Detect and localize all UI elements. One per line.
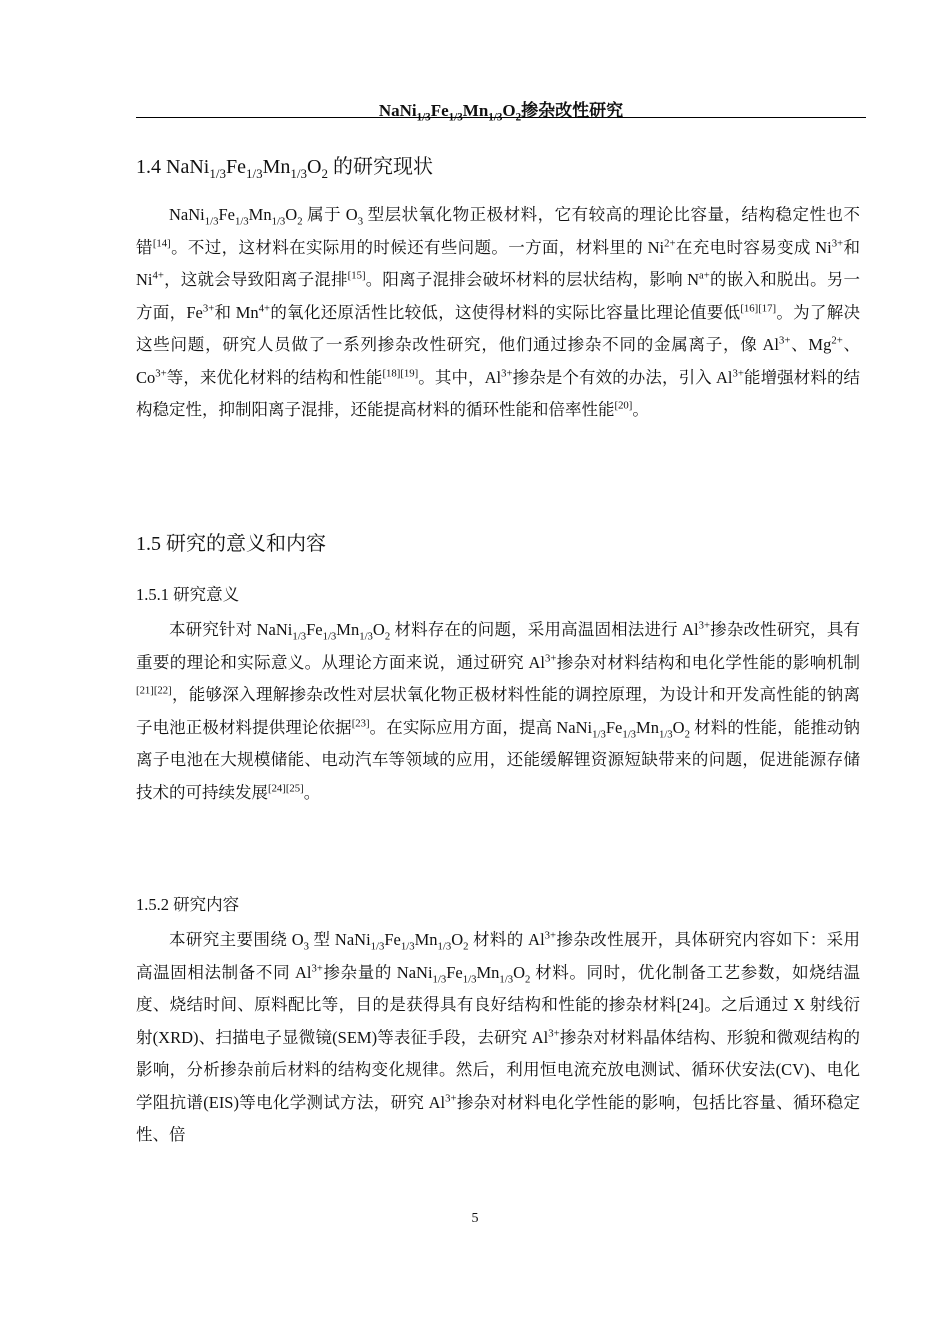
section-heading-1-4: 1.4 $NaNi_{1/3}Fe_{1/3}Mn_{1/3}O_2$ 的研究现状 xyxy=(136,156,433,181)
running-header-title: $NaNi_{1/3}Fe_{1/3}Mn_{1/3}O_2$掺杂改性研究 xyxy=(378,101,624,124)
header-rule xyxy=(136,117,866,118)
paragraph-1-5-2: 本研究主要围绕 $O_3$ 型 $NaNi_{1/3}Fe_{1/3}Mn_{1/3}O_2$ 材料的 $Al^{3+}$掺杂改性展开，具体研究内容如下：采用高温固相法制备不同 $Al^{3+}$掺杂量的 $NaNi_{1/3}Fe_{1/3}Mn_{1/3}O_2$ 材料。同时，优化制备工艺参数，如烧结温度、烧结时间、原料配比等，目的是获得具有良好结构和性能的掺杂材料[24]。之后通过 X 射线衍射(XRD)、扫描电子显微镜(SEM)等表征手段，去研究 $Al^{3+}$掺杂对材料晶体结构、形貌和微观结构的影响，分析掺杂前后材料的结构变化规律。然后，利用恒电流充放电测试、循环伏安法(CV)、电化学阻抗谱(EIS)等电化学测试方法，研究 $Al^{3+}$掺杂对材料电化学性能的影响，包括比容量、循环稳定性、倍 xyxy=(136,929,861,1144)
section-heading-1-5: 1.5 研究的意义和内容 xyxy=(136,533,326,555)
subsection-heading-1-5-2: 1.5.2 研究内容 xyxy=(136,895,240,914)
page-number: 5 xyxy=(471,1211,479,1226)
paragraph-1-4: $NaNi_{1/3}Fe_{1/3}Mn_{1/3}O_2$ 属于 $O_3$ 型层状氧化物正极材料，它有较高的理论比容量，结构稳定性也不错[14]。不过，这材料在实际用的时候还有些问题。一方面，材料里的 $Ni^{2+}$在充电时容易变成 $Ni^{3+}$和 $Ni^{4+}$，这就会导致阳离子混排[15]。阳离子混排会破坏材料的层状结构，影响 $N^{a+}$的嵌入和脱出。另一方面，$Fe^{3+}$和 $Mn^{4+}$的氧化还原活性比较低，这使得材料的实际比容量比理论值要低[16][17]。为了解决这些问题，研究人员做了一系列掺杂改性研究，他们通过掺杂不同的金属离子，像 $Al^{3+}$、$Mg^{2+}$、$Co^{3+}$等，来优化材料的结构和性能[18][19]。其中，$Al^{3+}$掺杂是个有效的办法，引入 $Al^{3+}$能增强材料的结构稳定性，抑制阳离子混排，还能提高材料的循环性能和倍率性能[20]。 xyxy=(136,205,861,419)
subsection-heading-1-5-1: 1.5.1 研究意义 xyxy=(136,585,240,604)
paragraph-1-5-1: 本研究针对 $NaNi_{1/3}Fe_{1/3}Mn_{1/3}O_2$ 材料存在的问题，采用高温固相法进行 $Al^{3+}$掺杂改性研究，具有重要的理论和实际意义。从理论方面来说，通过研究 $Al^{3+}$掺杂对材料结构和电化学性能的影响机制[21][22]，能够深入理解掺杂改性对层状氧化物正极材料性能的调控原理，为设计和开发高性能的钠离子电池正极材料提供理论依据[23]。在实际应用方面，提高 $NaNi_{1/3}Fe_{1/3}Mn_{1/3}O_2$ 材料的性能，能推动钠离子电池在大规模储能、电动汽车等领域的应用，还能缓解锂资源短缺带来的问题，促进能源存储技术的可持续发展[24][25]。 xyxy=(136,619,861,802)
